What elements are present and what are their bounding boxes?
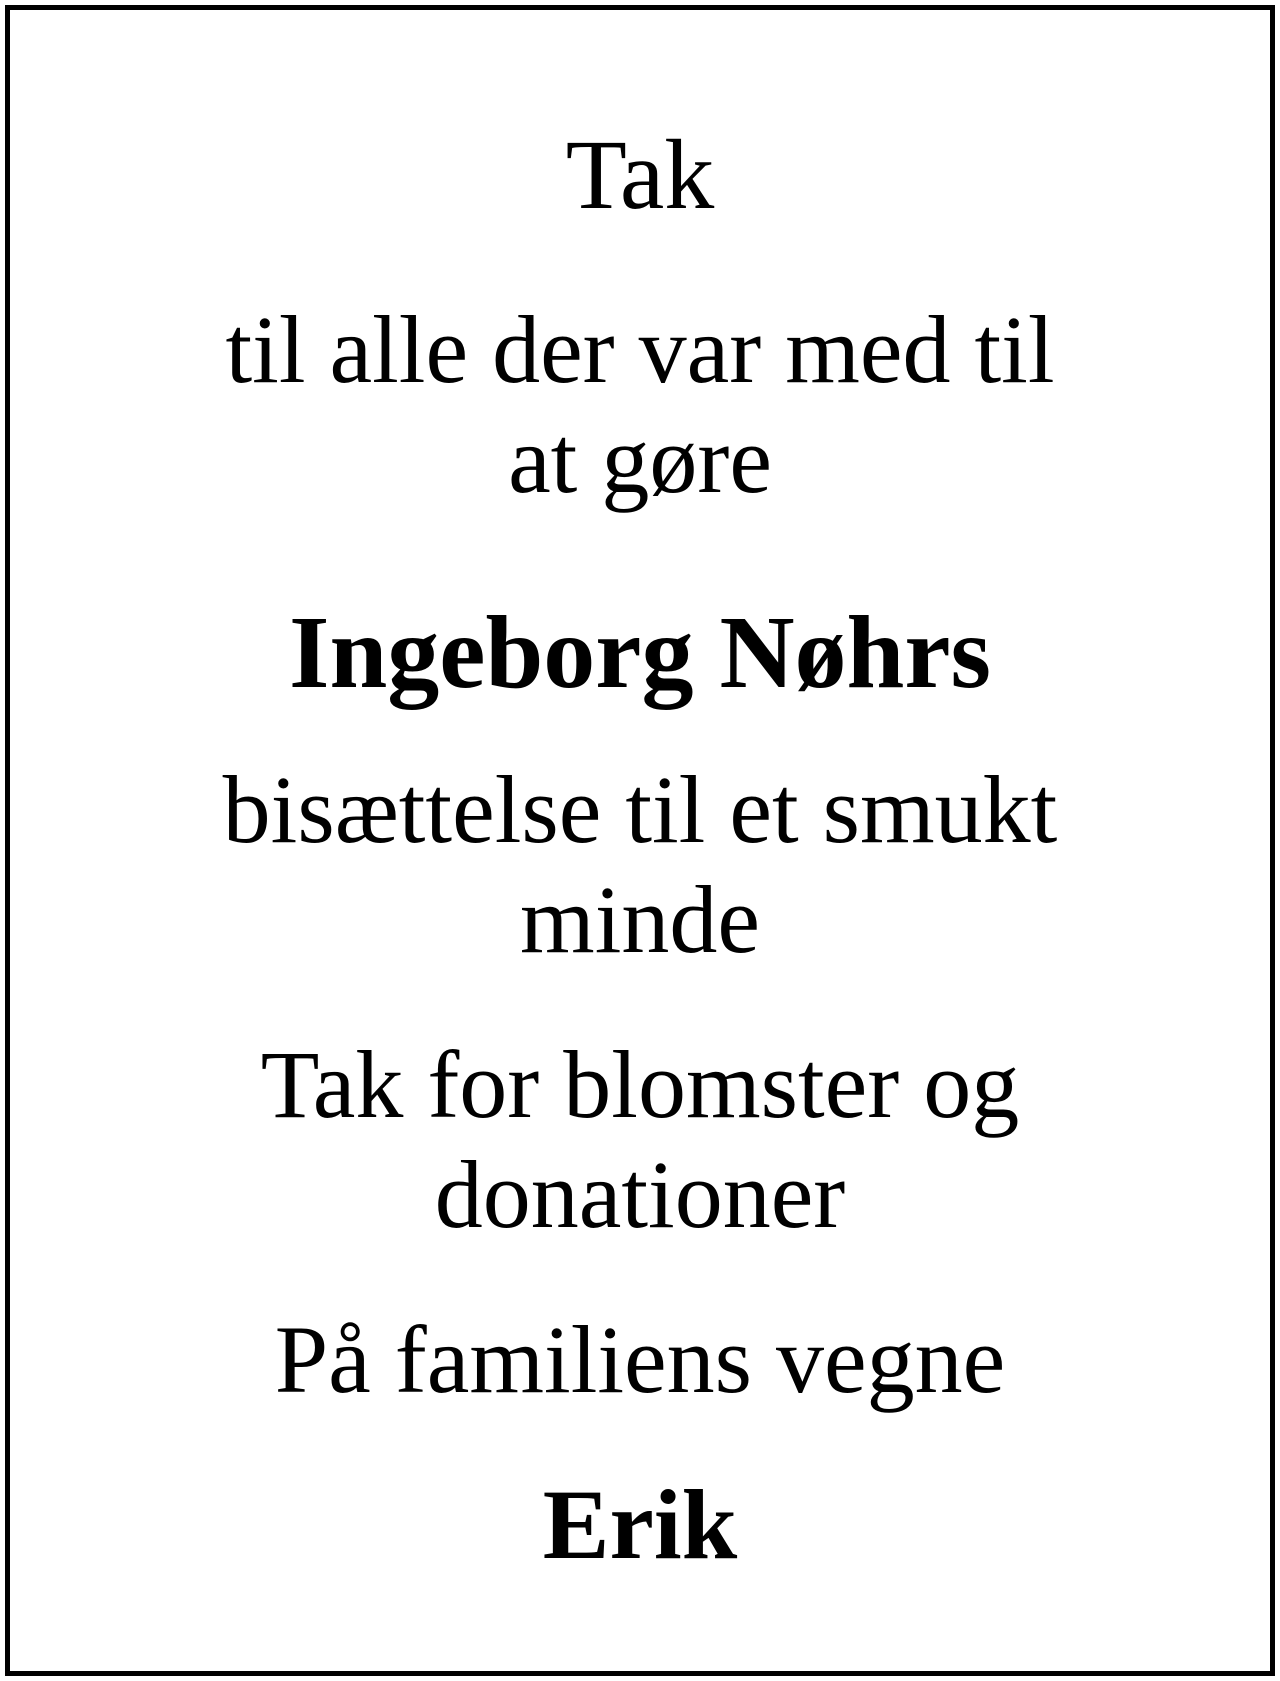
signature: Erik <box>542 1469 738 1580</box>
thanks-line-2: donationer <box>434 1141 846 1248</box>
intro-line-1: til alle der var med til <box>225 296 1055 403</box>
on-behalf-line: På familiens vegne <box>274 1306 1006 1413</box>
intro-line-2: at gøre <box>508 406 772 513</box>
notice-title: Tak <box>565 119 715 230</box>
deceased-name: Ingeborg Nøhrs <box>288 595 992 710</box>
death-notice-card <box>5 5 1275 1676</box>
funeral-line-1: bisættelse til et smukt <box>222 756 1058 863</box>
funeral-line-2: minde <box>520 866 760 973</box>
thanks-line-1: Tak for blomster og <box>260 1031 1020 1138</box>
